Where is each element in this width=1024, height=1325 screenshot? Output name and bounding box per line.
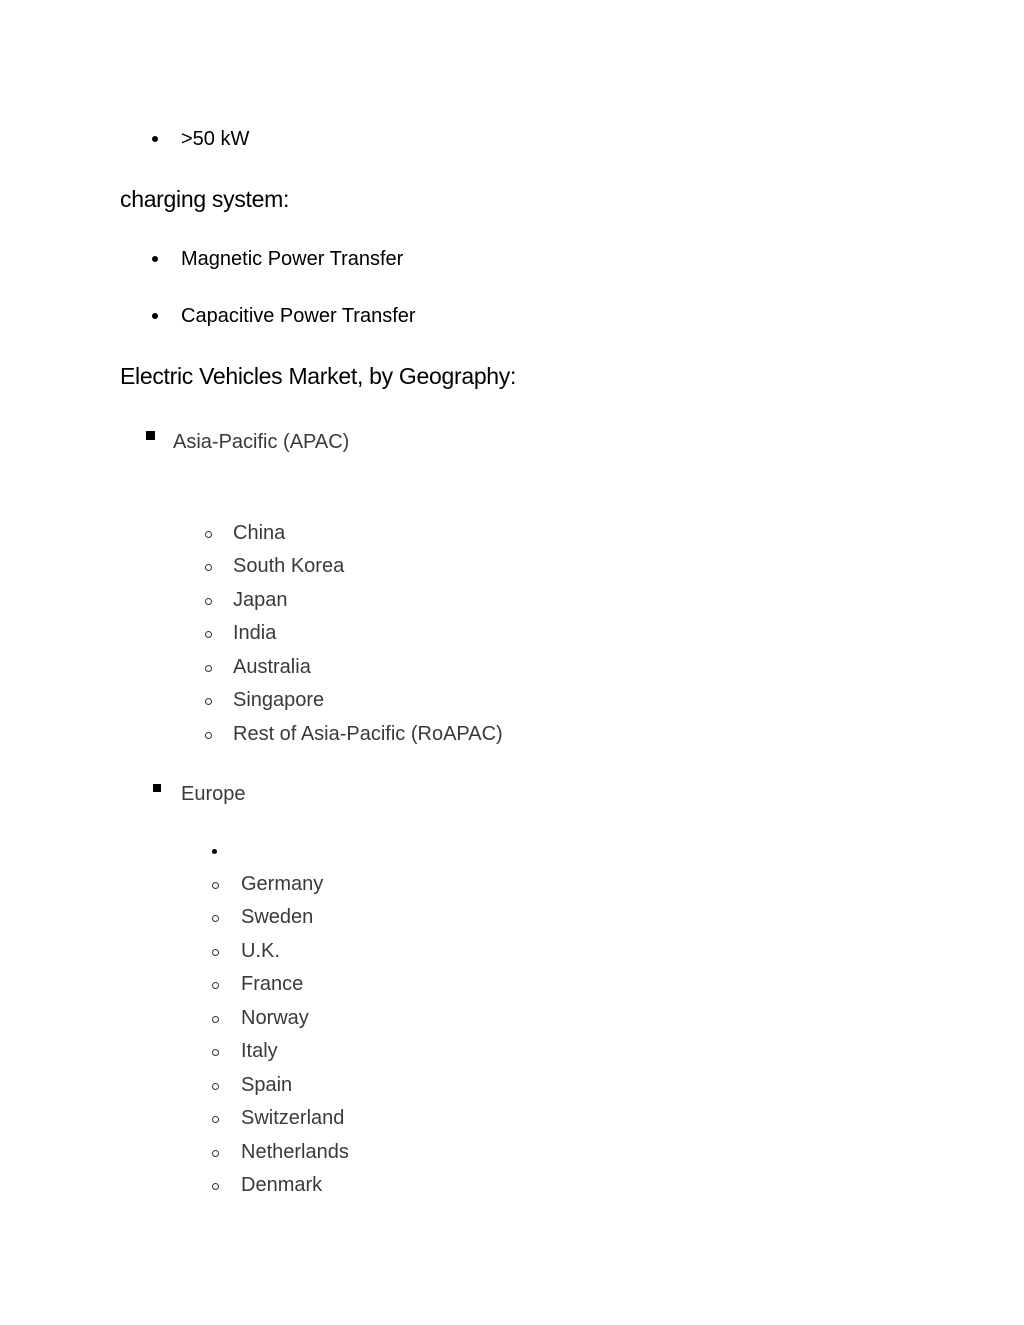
- bullet-circle-icon: [205, 698, 212, 705]
- bullet-circle-icon: [212, 1049, 219, 1056]
- bullet-circle-icon: [205, 564, 212, 571]
- bullet-circle-icon: [205, 631, 212, 638]
- bullet-circle-icon: [212, 915, 219, 922]
- bullet-circle-icon: [212, 1183, 219, 1190]
- list-item: Rest of Asia-Pacific (RoAPAC): [233, 723, 503, 745]
- list-item: Japan: [233, 589, 288, 611]
- bullet-circle-icon: [212, 882, 219, 889]
- bullet-square-icon: [153, 784, 161, 792]
- list-item: Singapore: [233, 689, 325, 711]
- list-item: Netherlands: [241, 1141, 349, 1163]
- region-label-apac: Asia-Pacific (APAC): [173, 431, 350, 453]
- list-item: Spain: [241, 1074, 293, 1096]
- list-item: Magnetic Power Transfer: [181, 248, 404, 270]
- list-item: U.K.: [241, 940, 280, 962]
- bullet-circle-icon: [212, 1116, 219, 1123]
- bullet-circle-icon: [212, 982, 219, 989]
- bullet-circle-icon: [212, 1016, 219, 1023]
- bullet-square-icon: [146, 431, 155, 440]
- list-item: India: [233, 622, 277, 644]
- list-item: Italy: [241, 1040, 278, 1062]
- list-item: Sweden: [241, 906, 314, 928]
- list-item: Denmark: [241, 1174, 323, 1196]
- list-item: Switzerland: [241, 1107, 345, 1129]
- list-item: Norway: [241, 1007, 309, 1029]
- bullet-dot-icon: [152, 313, 158, 319]
- bullet-circle-icon: [212, 949, 219, 956]
- bullet-circle-icon: [205, 732, 212, 739]
- list-item: China: [233, 522, 286, 544]
- list-item: Capacitive Power Transfer: [181, 305, 416, 327]
- list-item: Australia: [233, 656, 311, 678]
- list-item: >50 kW: [181, 128, 250, 150]
- section-heading-charging: charging system:: [120, 186, 290, 212]
- bullet-dot-icon: [152, 136, 158, 142]
- list-item: France: [241, 973, 304, 995]
- list-item: Germany: [241, 873, 324, 895]
- bullet-circle-icon: [205, 531, 212, 538]
- bullet-circle-icon: [205, 598, 212, 605]
- bullet-circle-icon: [212, 1150, 219, 1157]
- bullet-dot-icon: [152, 256, 158, 262]
- list-item: South Korea: [233, 555, 345, 577]
- bullet-dot-icon: [212, 849, 217, 854]
- bullet-circle-icon: [212, 1083, 219, 1090]
- region-label-europe: Europe: [181, 783, 246, 805]
- section-heading-geography: Electric Vehicles Market, by Geography:: [120, 363, 517, 389]
- bullet-circle-icon: [205, 665, 212, 672]
